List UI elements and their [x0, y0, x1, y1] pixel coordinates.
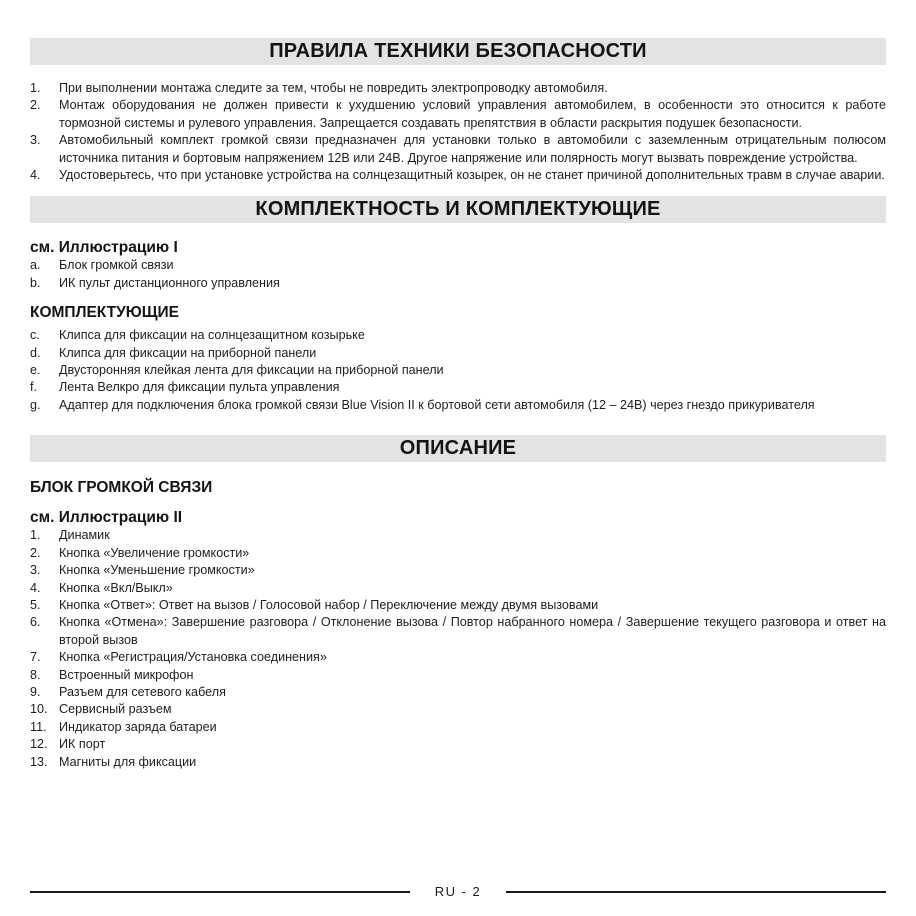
list-item-text: ИК пульт дистанционного управления [59, 275, 280, 290]
list-item-text: Клипса для фиксации на приборной панели [59, 345, 317, 360]
accessories-list [30, 327, 886, 414]
footer-rule-left [30, 891, 410, 893]
safety-section-heading: ПРАВИЛА ТЕХНИКИ БЕЗОПАСНОСТИ [30, 38, 886, 65]
list-item-number: 13. [30, 754, 48, 769]
list-item [30, 562, 886, 579]
list-item [30, 597, 886, 614]
list-item-number: b. [30, 275, 41, 290]
list-item [30, 397, 886, 414]
document-page [30, 38, 886, 771]
list-item-number: 11. [30, 719, 47, 734]
list-item-number: 6. [30, 615, 41, 630]
list-item-number: 2. [30, 545, 41, 560]
list-item-number: 7. [30, 650, 41, 665]
list-item-text: Сервисный разъем [59, 702, 172, 717]
list-item [30, 80, 886, 97]
list-item-number: 1. [30, 81, 41, 95]
list-item-text: При выполнении монтажа следите за тем, чтобы не повредить электропроводку автомобиля. [59, 81, 608, 95]
list-item-text: Кнопка «Увеличение громкости» [59, 545, 250, 560]
illustration-2-reference: см. Иллюстрацию II [30, 509, 183, 527]
list-item [30, 97, 886, 132]
list-item-number: 4. [30, 580, 41, 595]
list-item-text: Динамик [59, 528, 110, 543]
contents-section-heading: КОМПЛЕКТНОСТЬ И КОМПЛЕКТУЮЩИЕ [30, 196, 886, 223]
list-item [30, 132, 886, 167]
list-item-number: 4. [30, 168, 41, 183]
list-item [30, 701, 886, 718]
list-item-number: e. [30, 363, 41, 378]
list-item [30, 580, 886, 597]
unit-heading: БЛОК ГРОМКОЙ СВЯЗИ [30, 479, 213, 497]
list-item [30, 379, 886, 396]
list-item-number: 8. [30, 667, 41, 682]
list-item-number: 5. [30, 597, 41, 612]
list-item-text: Магниты для фиксации [59, 754, 197, 769]
list-item-number: g. [30, 397, 41, 412]
safety-list [30, 80, 886, 184]
description-list [30, 527, 886, 771]
list-item-number: 3. [30, 563, 41, 578]
list-item-text: Адаптер для подключения блока громкой связи Blue Vision II к бортовой сети автомобиля (12 – 24В) через гнездо прикуривателя [59, 397, 815, 412]
list-item-number: d. [30, 345, 41, 360]
list-item [30, 545, 886, 562]
list-item-text: Кнопка «Вкл/Выкл» [59, 580, 173, 595]
list-item-number: 10. [30, 702, 48, 717]
list-item-text: Двусторонняя клейкая лента для фиксации на приборной панели [59, 363, 444, 378]
list-item-text: Автомобильный комплект громкой связи предназначен для установки только в автомобили с заземленным отрицательным полюсом источника питания и бортовым напряжением 12В или 24В. Другое напряжение или полярность могут вызвать повреждение устройства. [59, 133, 886, 165]
list-item-text: Удостоверьтесь, что при установке устройства на солнцезащитный козырек, он не станет причиной дополнительных травм в случае аварии. [59, 168, 885, 183]
list-item-text: Разъем для сетевого кабеля [59, 684, 226, 699]
list-item-text: Лента Велкро для фиксации пульта управления [59, 380, 340, 395]
list-item-number: f. [30, 380, 37, 395]
list-item [30, 754, 886, 771]
list-item-text: Индикатор заряда батареи [59, 719, 217, 734]
list-item-text: Кнопка «Уменьшение громкости» [59, 563, 255, 578]
list-item-text: ИК порт [59, 737, 106, 752]
accessories-heading: КОМПЛЕКТУЮЩИЕ [30, 304, 179, 322]
list-item [30, 275, 886, 292]
list-item [30, 345, 886, 362]
list-item-number: 9. [30, 684, 41, 699]
list-item [30, 719, 886, 736]
list-item-text: Кнопка «Регистрация/Установка соединения» [59, 650, 327, 665]
list-item [30, 362, 886, 379]
list-item-number: a. [30, 258, 41, 273]
footer-rule-right [506, 891, 886, 893]
list-item [30, 684, 886, 701]
list-item [30, 167, 886, 184]
list-item-text: Кнопка «Отмена»: Завершение разговора / Отклонение вызова / Повтор набранного номера / Завершение текущего разговора и ответ на второй вызов [59, 615, 886, 647]
list-item [30, 667, 886, 684]
contents-list [30, 257, 886, 292]
list-item-text: Клипса для фиксации на солнцезащитном козырьке [59, 328, 365, 343]
list-item-text: Монтаж оборудования не должен привести к ухудшению условий управления автомобилем, в особенности это относится к работе тормозной системы и рулевого управления. Запрещается создавать препятствия в области раскрытия подушек безопасности. [59, 98, 886, 130]
page-number: RU - 2 [434, 884, 482, 899]
illustration-1-reference: см. Иллюстрацию I [30, 239, 178, 257]
list-item-text: Блок громкой связи [59, 258, 174, 273]
list-item [30, 527, 886, 544]
list-item-number: 12. [30, 737, 48, 752]
list-item-text: Кнопка «Ответ»: Ответ на вызов / Голосовой набор / Переключение между двумя вызовами [59, 597, 599, 612]
list-item-number: 1. [30, 528, 41, 543]
list-item [30, 257, 886, 274]
list-item [30, 736, 886, 753]
list-item-number: c. [30, 328, 40, 343]
list-item [30, 327, 886, 344]
list-item-number: 3. [30, 133, 41, 148]
list-item-text: Встроенный микрофон [59, 667, 194, 682]
list-item-number: 2. [30, 98, 41, 113]
list-item [30, 614, 886, 649]
description-section-heading: ОПИСАНИЕ [30, 435, 886, 462]
list-item [30, 649, 886, 666]
